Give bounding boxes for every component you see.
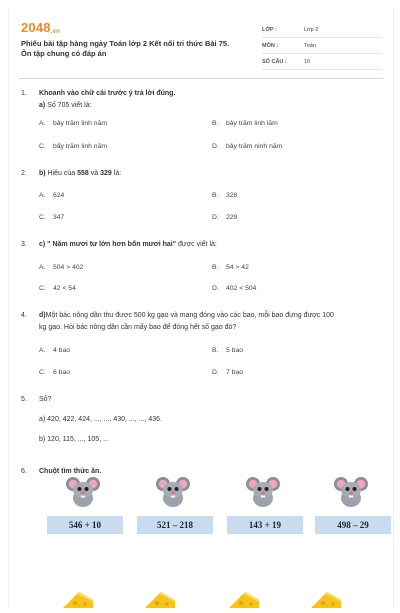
worksheet-page: 2048.vn Phiếu bài tập hàng ngày Toán lớp 2 Kết nối tri thức Bài 75. Ôn tập chung có đáp án LỚP : Lớp 2 MÔN : Toán SỐ CÂU : 10 1. Khoanh vào chữ cái trước ý trả lời đúng. a) Số 705 viết là: A. bảy trăm linh năm B. bảy trăm linh lăm C. bẩy trăm linh năm D. bảy trăm ninh năm 2. b) Hiệu của 558 và 329 là: A. 624 B. 328 C. 347 D. 229 3. c) " Năm mươi tư lớn hơn bốn mươi hai" được viết là: A. 504 > 402 B. 54 > 42 C. 42 < 54 D. 402 < 504 4. d)Một bác nông dân thu được 500 kg gạo và mang đóng vào các bao, mỗi bao đựng được 100 kg gạo. Hỏi bác nông dân cần mấy bao để đóng hết số gạo đó? A. 4 bao B. 5 bao C. 6 bao D. 7 bao 5. Số? a) 420, 422, 424, ..., ..., 430, ..., ..., 436. b) 120, 115, ..., 105, ... 6. Chuột tìm thức ăn. 546 + 10 521 – 218 143 + 19 498 – 29 bbox=[8, 8, 394, 608]
sequence-a: a) 420, 422, 424, ..., ..., 430, ..., ..., 436. bbox=[39, 416, 162, 423]
worksheet-meta bbox=[262, 24, 382, 72]
option-1c[interactable]: C. bẩy trăm linh năm bbox=[39, 143, 108, 150]
expression-label: 143 + 19 bbox=[227, 516, 303, 534]
expression-label: 521 – 218 bbox=[137, 516, 213, 534]
cheese-icon[interactable] bbox=[143, 590, 177, 608]
option-1b[interactable]: B. bảy trăm linh lăm bbox=[212, 120, 278, 127]
option-3c[interactable]: C. 42 < 54 bbox=[39, 285, 76, 292]
option-2a[interactable]: A. 624 bbox=[39, 192, 65, 199]
option-4b[interactable]: B. 5 bao bbox=[212, 347, 244, 354]
header-divider bbox=[19, 78, 383, 79]
option-4c[interactable]: C. 6 bao bbox=[39, 369, 71, 376]
worksheet-title: Phiếu bài tập hàng ngày Toán lớp 2 Kết nối tri thức Bài 75. Ôn tập chung có đáp án bbox=[21, 39, 230, 58]
expression-label: 498 – 29 bbox=[315, 516, 391, 534]
mouse-card[interactable] bbox=[137, 476, 213, 534]
mouse-icon bbox=[65, 476, 101, 508]
option-3b[interactable]: B. 54 > 42 bbox=[212, 264, 249, 271]
meta-question-count: SỐ CÂU : 10 bbox=[262, 56, 382, 70]
mouse-card[interactable] bbox=[315, 476, 391, 534]
option-4d[interactable]: D. 7 bao bbox=[212, 369, 244, 376]
meta-class: LỚP : Lớp 2 bbox=[262, 24, 382, 38]
option-3a[interactable]: A. 504 > 402 bbox=[39, 264, 84, 271]
option-1d[interactable]: D. bảy trăm ninh năm bbox=[212, 143, 283, 150]
option-2d[interactable]: D. 229 bbox=[212, 214, 238, 221]
option-2b[interactable]: B. 328 bbox=[212, 192, 238, 199]
worksheet-header bbox=[21, 18, 381, 76]
mouse-card[interactable] bbox=[227, 476, 303, 534]
option-3d[interactable]: D. 402 < 504 bbox=[212, 285, 257, 292]
cheese-icon[interactable] bbox=[309, 590, 343, 608]
expression-label: 546 + 10 bbox=[47, 516, 123, 534]
mouse-icon bbox=[155, 476, 191, 508]
mouse-card[interactable] bbox=[47, 476, 123, 534]
option-1a[interactable]: A. bảy trăm linh năm bbox=[39, 120, 108, 127]
cheese-icon[interactable] bbox=[227, 590, 261, 608]
mouse-icon bbox=[333, 476, 369, 508]
meta-subject: MÔN : Toán bbox=[262, 40, 382, 54]
cheese-icon[interactable] bbox=[61, 590, 95, 608]
site-logo[interactable]: 2048.vn bbox=[21, 20, 61, 35]
option-4a[interactable]: A. 4 bao bbox=[39, 347, 71, 354]
mouse-icon bbox=[245, 476, 281, 508]
sequence-b: b) 120, 115, ..., 105, ... bbox=[39, 436, 109, 443]
option-2c[interactable]: C. 347 bbox=[39, 214, 65, 221]
